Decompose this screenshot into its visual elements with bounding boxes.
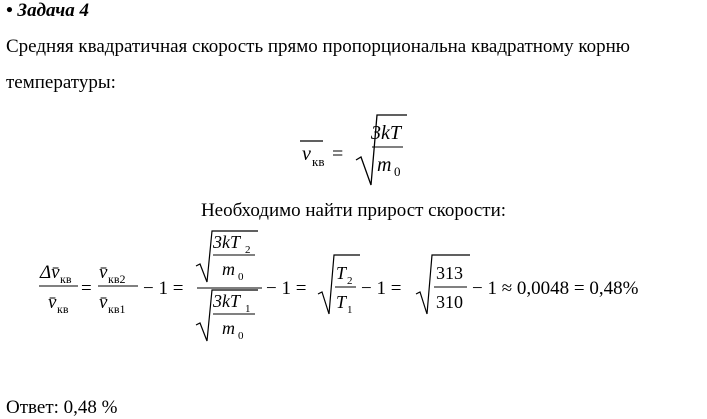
f2-313: 313 [436, 263, 463, 283]
f2-frac1-den-sub: кв [57, 302, 69, 316]
f2-top-num: 3kT [213, 232, 240, 252]
paragraph-line-2: температуры: [6, 72, 116, 93]
f2-T1-sub: 1 [347, 304, 353, 316]
f2-frac1-den: v̄ [48, 292, 57, 313]
f2-T2: T [336, 263, 347, 283]
formula1-eq: = [332, 143, 344, 165]
f2-frac2-den: v̄ [99, 292, 108, 313]
f2-tail: − 1 ≈ 0,0048 = 0,48% [472, 278, 639, 299]
f2-bot-den: m [222, 318, 235, 338]
f2-delta-sub: кв [60, 272, 72, 286]
paragraph-line-1: Средняя квадратичная скорость прямо пропорциональна квадратному корню [6, 36, 630, 57]
f2-T2-sub: 2 [347, 275, 353, 287]
middle-text: Необходимо найти прирост скорости: [200, 200, 507, 221]
f2-frac2-num: v̄ [99, 262, 108, 283]
task-heading: • Задача 4 [6, 0, 89, 21]
formula1-sub: кв [312, 154, 325, 169]
formula1-den: m [377, 154, 392, 176]
answer-text: Ответ: 0,48 % [6, 397, 118, 418]
formula1-v: v [302, 143, 311, 165]
f2-bot-den-sub: 0 [238, 330, 244, 342]
formula1-den-sub: 0 [394, 164, 401, 179]
f2-310: 310 [436, 292, 463, 312]
f2-top-den: m [222, 259, 235, 279]
f2-top-den-sub: 0 [238, 271, 244, 283]
formula-rms-velocity [0, 105, 707, 190]
f2-frac2-num-sub: кв2 [108, 272, 126, 286]
f2-minus1-b: − 1 = [266, 278, 307, 299]
f2-minus1-c: − 1 = [361, 278, 402, 299]
f2-bot-num: 3kT [213, 291, 240, 311]
formula1-num: 3kT [371, 122, 401, 144]
f2-top-num-sub: 2 [245, 244, 251, 256]
f2-eq1: = [81, 278, 92, 299]
f2-minus1-a: − 1 = [143, 278, 184, 299]
f2-frac2-den-sub: кв1 [108, 302, 126, 316]
formula-velocity-increase [0, 228, 707, 348]
f2-bot-num-sub: 1 [245, 303, 251, 315]
f2-delta-v: Δv̄ [40, 262, 60, 283]
f2-T1: T [336, 292, 347, 312]
